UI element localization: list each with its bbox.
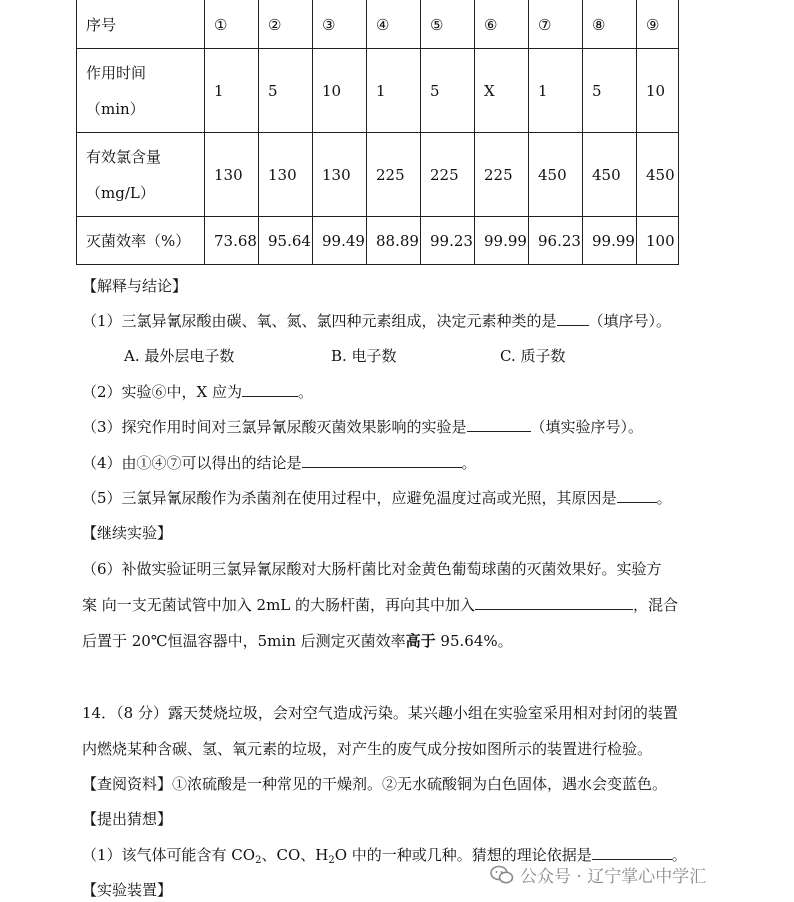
table-cell: 99.49 bbox=[313, 217, 367, 265]
table-row bbox=[77, 133, 679, 217]
answer-blank bbox=[475, 595, 633, 610]
question-5 bbox=[82, 488, 672, 508]
answer-blank bbox=[242, 382, 298, 397]
row-label-unit: （min） bbox=[86, 99, 145, 118]
question-3 bbox=[82, 417, 643, 437]
lookup-text: ①浓硫酸是一种常见的干燥剂。②无水硫酸铜为白色固体，遇水会变蓝色。 bbox=[172, 775, 668, 793]
question-5-text: （5）三氯异氰尿酸作为杀菌剂在使用过程中，应避免温度过高或光照，其原因是 bbox=[82, 489, 617, 507]
table-cell: 225 bbox=[367, 133, 421, 217]
question-1 bbox=[82, 311, 671, 331]
question-2-suffix: 。 bbox=[298, 383, 314, 401]
row-label-text: 有效氯含量 bbox=[86, 147, 162, 166]
question-6-line-2-text: 案 向一支无菌试管中加入 2mL 的大肠杆菌，再向其中加入 bbox=[82, 596, 476, 614]
table-cell: 450 bbox=[529, 133, 583, 217]
column-header: ⑦ bbox=[529, 0, 583, 49]
table-header-row bbox=[77, 0, 679, 49]
answer-blank bbox=[557, 311, 589, 326]
watermark-text: 公众号 · 辽宁掌心中学汇 bbox=[520, 867, 707, 887]
answer-blank bbox=[302, 453, 462, 468]
table-cell: 1 bbox=[367, 49, 421, 133]
table-cell: 96.23 bbox=[529, 217, 583, 265]
question-6-line-2-suffix: ，混合 bbox=[633, 596, 679, 614]
table-cell: 5 bbox=[421, 49, 475, 133]
table-cell: 10 bbox=[313, 49, 367, 133]
row-label: 灭菌效率（%） bbox=[77, 217, 205, 265]
question-6-line-2 bbox=[82, 595, 678, 615]
option-b: B. 电子数 bbox=[331, 347, 397, 365]
table-cell: 5 bbox=[583, 49, 637, 133]
table-cell: 450 bbox=[583, 133, 637, 217]
experiment-table bbox=[76, 0, 679, 265]
column-header: ① bbox=[205, 0, 259, 49]
table-cell: 99.99 bbox=[583, 217, 637, 265]
question-4-suffix: 。 bbox=[461, 454, 477, 472]
answer-blank bbox=[592, 845, 672, 860]
table-cell: 95.64 bbox=[259, 217, 313, 265]
question-3-text: （3）探究作用时间对三氯异氰尿酸灭菌效果影响的实验是 bbox=[82, 418, 467, 436]
q1-text-a: （1）该气体可能含有 CO bbox=[82, 846, 256, 864]
row-label bbox=[77, 49, 205, 133]
question-2-text: （2）实验⑥中，X 应为 bbox=[82, 383, 242, 401]
question-2 bbox=[82, 382, 313, 402]
option-c: C. 质子数 bbox=[500, 347, 566, 365]
column-header: ⑨ bbox=[637, 0, 679, 49]
problem-14-lookup bbox=[82, 774, 667, 794]
table-cell: 130 bbox=[313, 133, 367, 217]
table-cell: 10 bbox=[637, 49, 679, 133]
question-6-line-1: （6）补做实验证明三氯异氰尿酸对大肠杆菌比对金黄色葡萄球菌的灭菌效果好。实验方 bbox=[82, 560, 662, 578]
q1-suffix: 。 bbox=[671, 846, 687, 864]
table-row bbox=[77, 49, 679, 133]
table-cell: 1 bbox=[529, 49, 583, 133]
option-a: A. 最外层电子数 bbox=[124, 347, 235, 365]
row-label-text: 作用时间 bbox=[86, 63, 147, 82]
table-cell: 225 bbox=[421, 133, 475, 217]
watermark bbox=[490, 862, 706, 887]
table-cell: 1 bbox=[205, 49, 259, 133]
table-cell: 100 bbox=[637, 217, 679, 265]
table-cell: 73.68 bbox=[205, 217, 259, 265]
question-3-suffix: （填实验序号）。 bbox=[530, 418, 644, 436]
answer-blank bbox=[617, 488, 657, 503]
question-6-emphasis: 高于 bbox=[405, 632, 436, 650]
problem-14-line-1: 14．（8 分）露天焚烧垃圾，会对空气造成污染。某兴趣小组在实验室采用相对封闭的装置 bbox=[82, 704, 678, 722]
column-header: ④ bbox=[367, 0, 421, 49]
q1-text-c: O 中的一种或几种。猜想的理论依据是 bbox=[334, 846, 592, 864]
table-cell: 130 bbox=[259, 133, 313, 217]
section-lookup: 【查阅资料】 bbox=[82, 775, 173, 793]
column-header: ⑤ bbox=[421, 0, 475, 49]
answer-blank bbox=[467, 417, 531, 432]
question-4 bbox=[82, 453, 477, 473]
table-cell: 130 bbox=[205, 133, 259, 217]
table-cell: 99.99 bbox=[475, 217, 529, 265]
table-row bbox=[77, 217, 679, 265]
subscript: 2 bbox=[255, 855, 262, 866]
row-label-unit: （mg/L） bbox=[86, 183, 155, 202]
question-4-text: （4）由①④⑦可以得出的结论是 bbox=[82, 454, 302, 472]
section-hypothesis: 【提出猜想】 bbox=[82, 810, 173, 828]
section-explanation: 【解释与结论】 bbox=[82, 277, 188, 295]
table-cell: X bbox=[475, 49, 529, 133]
table-cell: 225 bbox=[475, 133, 529, 217]
section-continue: 【继续实验】 bbox=[82, 524, 173, 542]
column-header: ⑧ bbox=[583, 0, 637, 49]
table-cell: 88.89 bbox=[367, 217, 421, 265]
question-6-line-3-suffix: 95.64%。 bbox=[435, 632, 513, 650]
header-label: 序号 bbox=[77, 0, 205, 49]
table-cell: 5 bbox=[259, 49, 313, 133]
subscript: 2 bbox=[328, 855, 335, 866]
question-1-text: （1）三氯异氰尿酸由碳、氧、氮、氯四种元素组成，决定元素种类的是 bbox=[82, 312, 557, 330]
question-6-line-3-text: 后置于 20℃恒温容器中，5min 后测定灭菌效率 bbox=[82, 632, 406, 650]
column-header: ② bbox=[259, 0, 313, 49]
section-apparatus: 【实验装置】 bbox=[82, 881, 173, 899]
wechat-icon bbox=[490, 865, 514, 885]
question-1-suffix: （填序号）。 bbox=[588, 312, 672, 330]
question-5-suffix: 。 bbox=[656, 489, 672, 507]
question-6-line-3 bbox=[82, 631, 513, 651]
column-header: ⑥ bbox=[475, 0, 529, 49]
q1-text-b: 、CO、H bbox=[261, 846, 329, 864]
table-cell: 99.23 bbox=[421, 217, 475, 265]
row-label bbox=[77, 133, 205, 217]
column-header: ③ bbox=[313, 0, 367, 49]
problem-14-line-2: 内燃烧某种含碳、氢、氧元素的垃圾，对产生的废气成分按如图所示的装置进行检验。 bbox=[82, 740, 653, 758]
table-cell: 450 bbox=[637, 133, 679, 217]
